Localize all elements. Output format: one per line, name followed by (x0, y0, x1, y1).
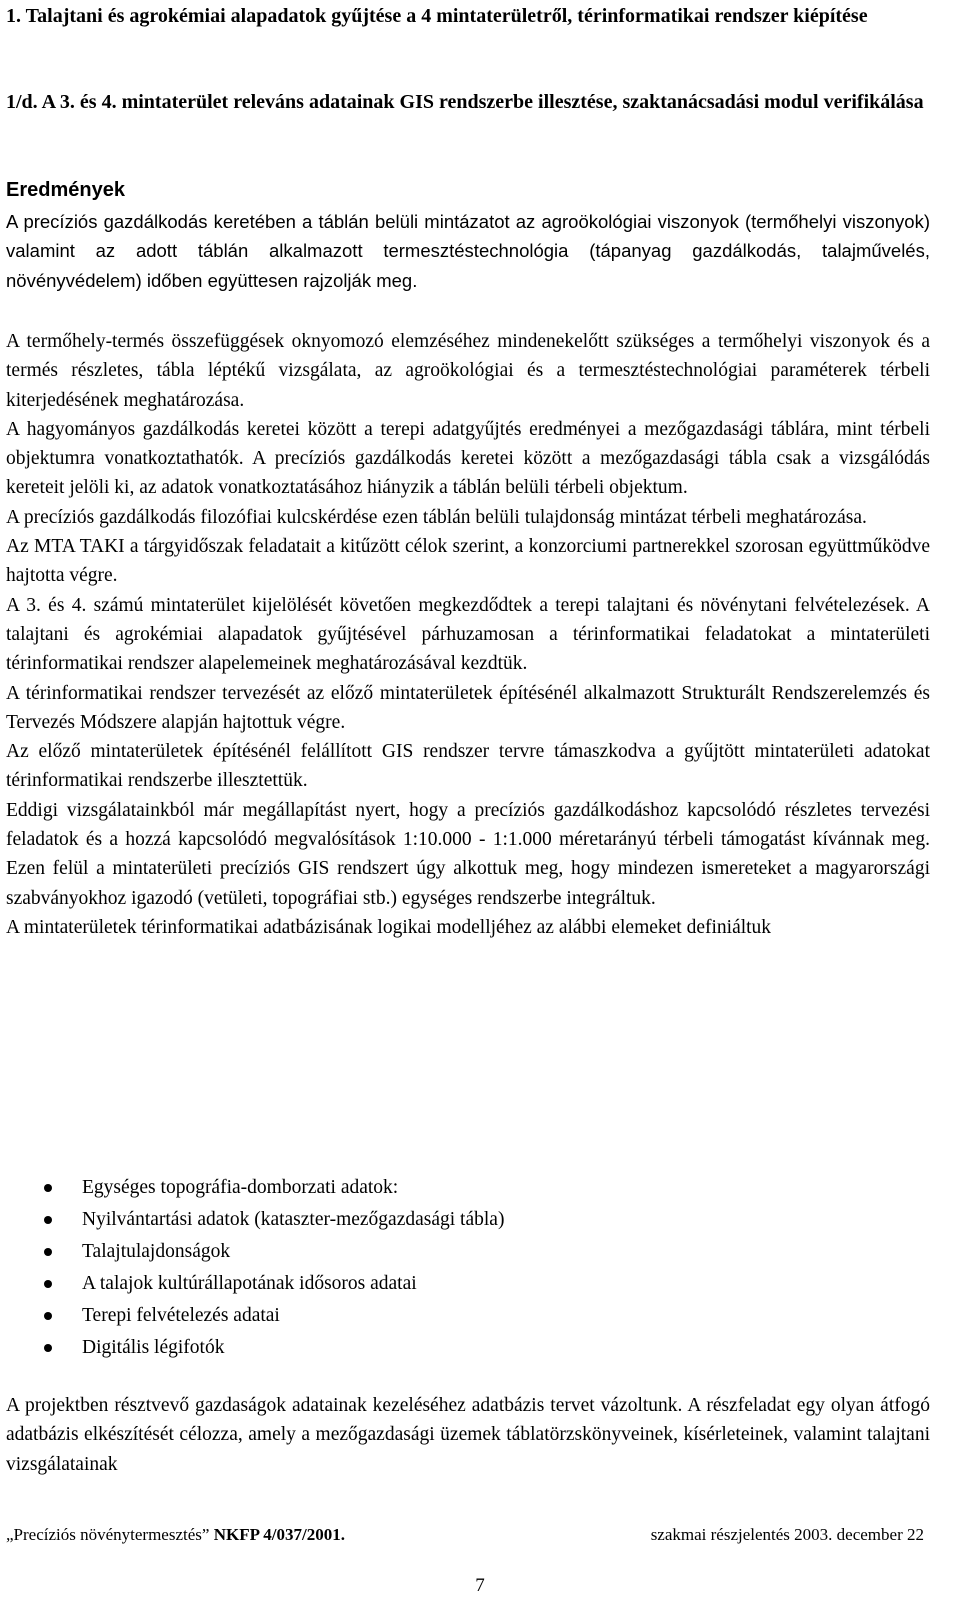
intro-paragraph: A precíziós gazdálkodás keretében a táblán belüli mintázatot az agroökológiai viszonyok (termőhelyi viszonyok) valamint az adott táblán alkalmazott termesztéstechnológia (tápanyag gazdálkodás, talajművelés, növényvédelem) időben együttesen rajzolják meg. (6, 211, 930, 291)
results-heading: Eredmények (6, 179, 125, 201)
list-item-text: Nyilvántartási adatok (kataszter-mezőgazdasági tábla) (82, 1209, 505, 1230)
footer-project (6, 1524, 345, 1546)
list-item-text: Egységes topográfia-domborzati adatok: (82, 1177, 399, 1198)
subsection-heading-text: 1/d. A 3. és 4. mintaterület releváns adatainak GIS rendszerbe illesztése, szaktanácsadási modul verifikálása (6, 91, 924, 113)
list-item (6, 1236, 930, 1268)
list-item (6, 1204, 930, 1236)
bullet-icon (44, 1344, 52, 1352)
footer-report: szakmai részjelentés 2003. december 22 (650, 1525, 924, 1544)
list-item-text: Digitális légifotók (82, 1337, 225, 1358)
bullet-icon (44, 1280, 52, 1288)
list-item-text: A talajok kultúrállapotának idősoros adatai (82, 1273, 417, 1294)
paragraph: A hagyományos gazdálkodás keretei között a terepi adatgyűjtés eredményei a mezőgazdasági táblára, mint térbeli objektumra vonatkoztathatók. A precíziós gazdálkodás keretei között a mezőgazdasági tábla csak a vizsgálódás kereteit jelöli ki, az adatok vonatkoztatásához hiányzik a táblán belüli térbeli objektum. (6, 418, 930, 499)
paragraph: A mintaterületek térinformatikai adatbázisának logikai modelljéhez az alábbi elemeket definiáltuk (6, 916, 772, 938)
paragraph: A 3. és 4. számú mintaterület kijelölését követően megkezdődtek a terepi talajtani és növénytani felvételezések. A talajtani és agrokémiai alapadatok gyűjtésével párhuzamosan a térinformatikai feladatokat a mintaterületi térinformatikai rendszer alapelemeinek meghatározásával kezdtük. (6, 594, 930, 675)
bullet-icon (44, 1216, 52, 1224)
paragraph: A térinformatikai rendszer tervezését az előző mintaterületek építésénél alkalmazott Strukturált Rendszerelemzés és Tervezés Módszere alapján hajtottuk végre. (6, 682, 930, 733)
paragraph: A precíziós gazdálkodás filozófiai kulcskérdése ezen táblán belüli tulajdonság mintázat térbeli meghatározása. (6, 506, 867, 528)
subsection-heading (6, 88, 930, 117)
list-item (6, 1332, 930, 1364)
footer-title: „Precíziós növénytermesztés” (6, 1525, 210, 1544)
footer-code: NKFP 4/037/2001. (213, 1525, 345, 1544)
list-item-text: Talajtulajdonságok (82, 1241, 231, 1262)
list-item-text: Terepi felvételezés adatai (82, 1305, 280, 1326)
list-item (6, 1172, 930, 1204)
paragraph: A termőhely-termés összefüggések oknyomozó elemzéséhez mindenekelőtt szükséges a termőhelyi viszonyok és a termés részletes, tábla léptékű vizsgálata, az agroökológiai és a termesztéstechnológiai paraméterek térbeli kiterjedésének meghatározása. (6, 331, 930, 411)
bullet-icon (44, 1248, 52, 1256)
page-number: 7 (475, 1575, 485, 1596)
paragraph: Az MTA TAKI a tárgyidőszak feladatait a kitűzött célok szerint, a konzorciumi partnerekkel szorosan együttműködve hajtotta végre. (6, 536, 930, 587)
bullet-icon (44, 1184, 52, 1192)
body-text (6, 327, 930, 942)
paragraph: Az előző mintaterületek építésénél felállított GIS rendszer tervre támaszkodva a gyűjtött mintaterületi adatokat térinformatikai rendszerbe illesztettük. (6, 741, 930, 792)
bullet-icon (44, 1312, 52, 1320)
list-item (6, 1300, 930, 1332)
element-list (6, 1172, 930, 1364)
closing-paragraph: A projektben résztvevő gazdaságok adatainak kezeléséhez adatbázis tervet vázoltunk. A részfeladat egy olyan átfogó adatbázis elkészítését célozza, amely a mezőgazdasági üzemek táblatörzskönyveinek, kísérleteinek, valamint talajtani vizsgálatainak (6, 1395, 930, 1475)
list-item (6, 1268, 930, 1300)
paragraph: Eddigi vizsgálatainkból már megállapítást nyert, hogy a precíziós gazdálkodáshoz kapcsolódó részletes tervezési feladatok és a hozzá kapcsolódó megvalósítások 1:10.000 - 1:1.000 méretarányú térbeli támogatást kívánnak meg. Ezen felül a mintaterületi precíziós GIS rendszert úgy alkottuk meg, hogy mindezen ismereteket a magyarországi szabványokhoz igazodó (vetületi, topográfiai stb.) egységes rendszerbe integráltuk. (6, 799, 930, 909)
section-heading: 1. Talajtani és agrokémiai alapadatok gyűjtése a 4 mintaterületről, térinformatikai rendszer kiépítése (6, 5, 868, 27)
